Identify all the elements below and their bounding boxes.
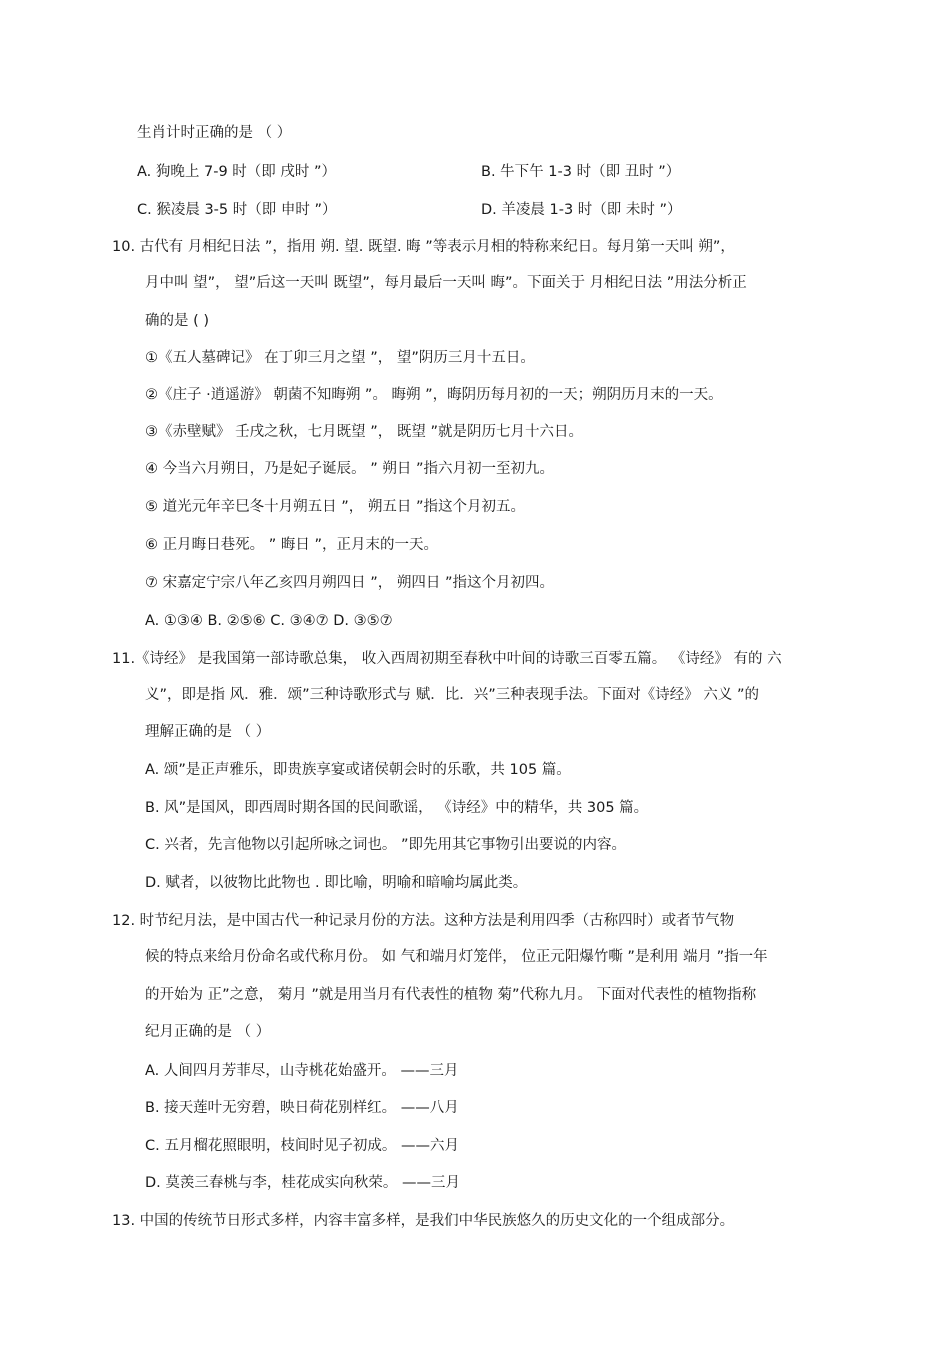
q9-option-d: D. 羊凌晨 1-3 时（即 未时 ”） — [481, 202, 682, 218]
q10-line-3: 确的是 ( ) — [145, 313, 210, 329]
q10-item-4: ④ 今当六月朔日，乃是妃子诞辰。 ” 朔日 ”指六月初一至初九。 — [145, 461, 554, 477]
q9-option-a: A. 狗晚上 7-9 时（即 戌时 ”） — [137, 164, 337, 180]
q12-option-b: B. 接天莲叶无穷碧，映日荷花别样红。 ——八月 — [145, 1100, 459, 1116]
q9-stem-end: 生肖计时正确的是 （ ） — [137, 125, 292, 141]
q10-item-6: ⑥ 正月晦日巷死。 ” 晦日 ”，正月末的一天。 — [145, 537, 438, 553]
q10-item-7: ⑦ 宋嘉定宁宗八年乙亥四月朔四日 ”， 朔四日 ”指这个月初四。 — [145, 575, 554, 591]
q10-item-1: ①《五人墓碑记》 在丁卯三月之望 ”， 望”阴历三月十五日。 — [145, 350, 535, 366]
q12-option-a: A. 人间四月芳菲尽，山寺桃花始盛开。 ——三月 — [145, 1063, 459, 1079]
q11-option-c: C. 兴者，先言他物以引起所咏之词也。 ”即先用其它事物引出要说的内容。 — [145, 837, 626, 853]
q9-option-c: C. 猴凌晨 3-5 时（即 申时 ”） — [137, 202, 337, 218]
q11-line-1: 11.《诗经》 是我国第一部诗歌总集， 收入西周初期至春秋中叶间的诗歌三百零五篇。 《诗经》 有的 六 — [112, 651, 782, 667]
q13-line-1: 13. 中国的传统节日形式多样，内容丰富多样，是我们中华民族悠久的历史文化的一个组成部分。 — [112, 1213, 735, 1229]
q10-item-5: ⑤ 道光元年辛巳冬十月朔五日 ”， 朔五日 ”指这个月初五。 — [145, 499, 525, 515]
q11-line-2: 义”，即是指 风．雅．颂”三种诗歌形式与 赋．比．兴”三种表现手法。下面对《诗经》 六义 ”的 — [145, 687, 759, 703]
q11-option-b: B. 风”是国风，即西周时期各国的民间歌谣， 《诗经》中的精华，共 305 篇。 — [145, 800, 649, 816]
q11-option-a: A. 颂”是正声雅乐，即贵族享宴或诸侯朝会时的乐歌，共 105 篇。 — [145, 762, 571, 778]
q12-line-3: 的开始为 正”之意， 菊月 ”就是用当月有代表性的植物 菊”代称九月。 下面对代表性的植物指称 — [145, 987, 757, 1003]
q12-option-d: D. 莫羡三春桃与李，桂花成实向秋荣。 ——三月 — [145, 1175, 460, 1191]
q9-option-b: B. 牛下午 1-3 时（即 丑时 ”） — [481, 164, 681, 180]
q11-line-3: 理解正确的是 （ ） — [145, 724, 271, 740]
q10-item-3: ③《赤壁赋》 壬戌之秋，七月既望 ”， 既望 ”就是阴历七月十六日。 — [145, 424, 583, 440]
q11-option-d: D. 赋者，以彼物比此物也 . 即比喻，明喻和暗喻均属此类。 — [145, 875, 528, 891]
q12-line-2: 候的特点来给月份命名或代称月份。 如 气和端月灯笼伴， 位正元阳爆竹嘶 ”是利用 端月 ”指一年 — [145, 949, 768, 965]
q12-line-1: 12. 时节纪月法，是中国古代一种记录月份的方法。这种方法是利用四季（古称四时）或者节气物 — [112, 913, 735, 929]
q10-line-1: 10. 古代有 月相纪日法 ”，指用 朔. 望. 既望. 晦 ”等表示月相的特称来纪日。每月第一天叫 朔”， — [112, 239, 735, 255]
q12-line-4: 纪月正确的是 （ ） — [145, 1024, 271, 1040]
q10-options: A. ①③④ B. ②⑤⑥ C. ③④⑦ D. ③⑤⑦ — [145, 613, 393, 629]
q10-item-2: ②《庄子 ·逍遥游》 朝菌不知晦朔 ”。 晦朔 ”，晦阴历每月初的一天；朔阴历月末的一天。 — [145, 387, 723, 403]
q12-option-c: C. 五月榴花照眼明，枝间时见子初成。 ——六月 — [145, 1138, 459, 1154]
q10-line-2: 月中叫 望”， 望”后这一天叫 既望”，每月最后一天叫 晦”。下面关于 月相纪日法 ”用法分析正 — [145, 275, 747, 291]
